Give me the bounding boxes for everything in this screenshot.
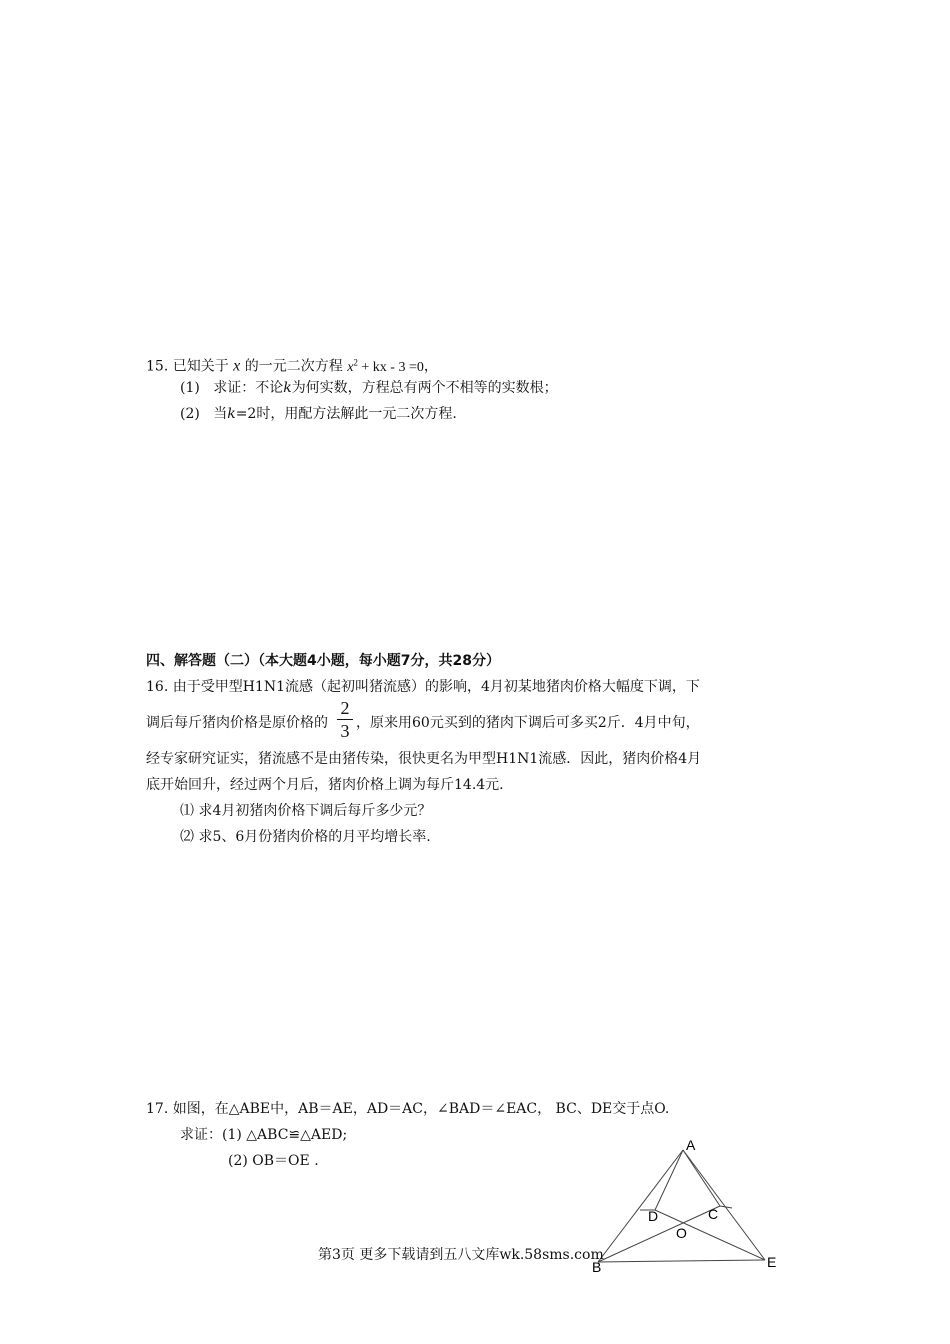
q15-eq-tail: ，: [423, 358, 438, 375]
q15-part2: [180, 404, 457, 424]
q15-eq-rest: + kx - 3 =0: [357, 359, 424, 375]
figure-label-c: C: [708, 1206, 719, 1222]
q15-p2-k: k: [227, 406, 236, 422]
figure-label-o: O: [676, 1225, 687, 1241]
q15-p2-label: (2): [180, 406, 200, 422]
q17-line2: 求证：(1) △ABC≌△AED;: [180, 1127, 348, 1143]
q15-p2-pre: 当: [213, 406, 228, 422]
q16-frac-den: 3: [340, 721, 350, 741]
q15-p1-pre: 求证：不论: [213, 380, 284, 396]
q17-line3: (2) OB＝OE .: [228, 1153, 319, 1169]
figure-label-b: B: [592, 1259, 602, 1275]
q16-line2-post: ，原来用60元买到的猪肉下调后可多买2斤．4月中旬，: [356, 715, 700, 731]
q16-line1: 16. 由于受甲型H1N1流感（起初叫猪流感）的影响，4月初某地猪肉价格大幅度下调，下: [146, 679, 700, 695]
page-footer: 第3页 更多下载请到五八文库wk.58sms.com: [318, 1247, 604, 1263]
q15-p2-post: =2时，用配方法解此一元二次方程.: [235, 406, 457, 422]
q17-line1: 17. 如图，在△ABE中，AB＝AE，AD＝AC，∠BAD＝∠EAC， BC、DE交于点O.: [146, 1101, 670, 1117]
section4-heading: 四、解答题（二）（本大题4小题，每小题7分，共28分）: [146, 653, 500, 669]
q15-text-mid: 的一元二次方程: [244, 358, 343, 375]
q16-line3: 经专家研究证实，猪流感不是由猪传染，很快更名为甲型H1N1流感．因此，猪肉价格4月: [146, 751, 702, 767]
q15-p1-post: 为何实数，方程总有两个不相等的实数根；: [291, 380, 558, 396]
q16-line4: 底开始回升，经过两个月后，猪肉价格上调为每斤14.4元.: [146, 777, 504, 793]
q16-frac-bar: [337, 719, 353, 720]
q15-p1-label: (1): [180, 380, 200, 396]
q15-var-x: x: [233, 357, 241, 375]
q16-frac-num: 2: [340, 698, 350, 718]
q16-line2-pre: 调后每斤猪肉价格是原价格的: [146, 715, 328, 731]
figure-label-e: E: [767, 1254, 777, 1270]
q15-eq-x: x: [347, 359, 354, 375]
q16-fraction: [337, 698, 353, 741]
figure-label-a: A: [686, 1137, 696, 1153]
q15-part1: [180, 378, 558, 398]
q16-sub2: ⑵ 求5、6月份猪肉价格的月平均增长率.: [180, 829, 431, 845]
q15-number: 15.: [146, 358, 169, 375]
figure-label-d: D: [648, 1208, 659, 1224]
segment-ac: [683, 1150, 720, 1206]
q15-stem: [146, 352, 438, 378]
q15-text-prefix: 已知关于: [172, 358, 229, 375]
segment-bc: [598, 1206, 720, 1262]
q15-p1-k: k: [283, 380, 292, 396]
segment-be: [598, 1260, 765, 1262]
q16-sub1: ⑴ 求4月初猪肉价格下调后每斤多少元？: [180, 803, 432, 819]
segment-ab: [598, 1150, 683, 1262]
q15-equation: [347, 357, 424, 375]
segment-ae: [683, 1150, 765, 1260]
q15-eq-exp: 2: [353, 357, 358, 367]
segment-ad: [655, 1150, 683, 1210]
q17-figure: [580, 1130, 800, 1280]
